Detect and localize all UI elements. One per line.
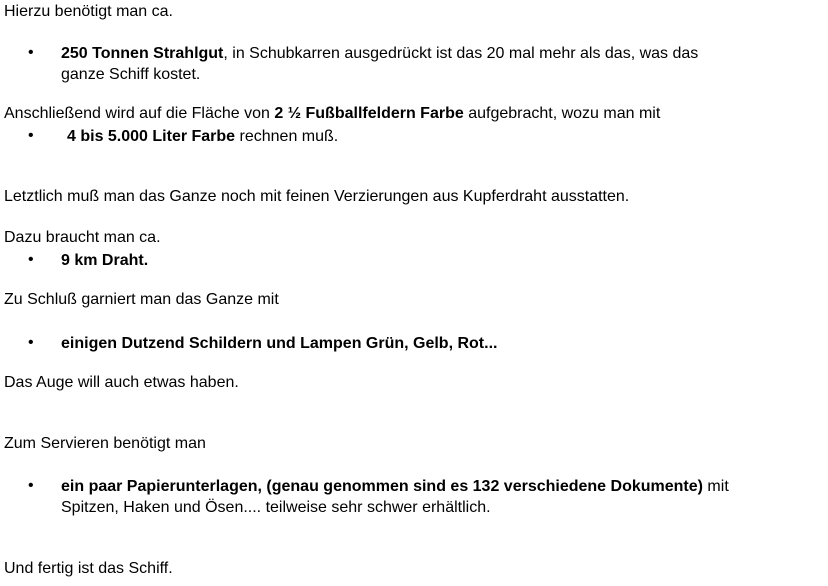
emphasis: 250 Tonnen Strahlgut bbox=[61, 45, 224, 62]
emphasis: ein paar Papierunterlagen, (genau genommen sind es 132 verschiedene Dokumente) bbox=[61, 478, 703, 495]
paragraph-garnish: Zu Schluß garniert man das Ganze mit bbox=[4, 291, 279, 308]
text: aufgebracht, wozu man mit bbox=[463, 105, 661, 122]
text: Anschließend wird auf die Fläche von bbox=[4, 105, 275, 122]
emphasis: einigen Dutzend Schildern und Lampen Grün, Gelb, Rot... bbox=[61, 335, 498, 352]
bullet-icon: • bbox=[28, 251, 34, 268]
list-item-text bbox=[61, 476, 816, 518]
text-line2: Spitzen, Haken und Ösen.... teilweise sehr schwer erhältlich. bbox=[61, 499, 491, 516]
emphasis: 2 ½ Fußballfeldern Farbe bbox=[274, 105, 464, 122]
bullet-icon: • bbox=[28, 334, 34, 351]
list-item-text bbox=[61, 333, 816, 354]
list-item-text bbox=[61, 250, 816, 271]
paragraph-wire-intro: Dazu braucht man ca. bbox=[4, 229, 161, 246]
emphasis: 4 bis 5.000 Liter Farbe bbox=[67, 128, 236, 145]
paragraph-closing: Und fertig ist das Schiff. bbox=[4, 560, 173, 577]
list-item-text bbox=[67, 126, 822, 147]
paragraph-intro: Hierzu benötigt man ca. bbox=[4, 3, 173, 20]
text-line2: ganze Schiff kostet. bbox=[61, 66, 201, 83]
emphasis: 9 km Draht. bbox=[61, 252, 149, 269]
bullet-icon: • bbox=[28, 127, 34, 144]
text: , in Schubkarren ausgedrückt ist das 20 mal mehr als das, was das bbox=[223, 45, 699, 62]
text: mit bbox=[702, 478, 729, 495]
text: rechnen muß. bbox=[235, 128, 339, 145]
paragraph-eye: Das Auge will auch etwas haben. bbox=[4, 374, 239, 391]
paragraph-copper: Letztlich muß man das Ganze noch mit feinen Verzierungen aus Kupferdraht ausstatten. bbox=[4, 188, 630, 205]
bullet-icon: • bbox=[28, 477, 34, 494]
bullet-icon: • bbox=[28, 44, 34, 61]
paragraph-paint bbox=[4, 104, 660, 124]
paragraph-serving: Zum Servieren benötigt man bbox=[4, 435, 206, 452]
list-item-text bbox=[61, 43, 816, 85]
